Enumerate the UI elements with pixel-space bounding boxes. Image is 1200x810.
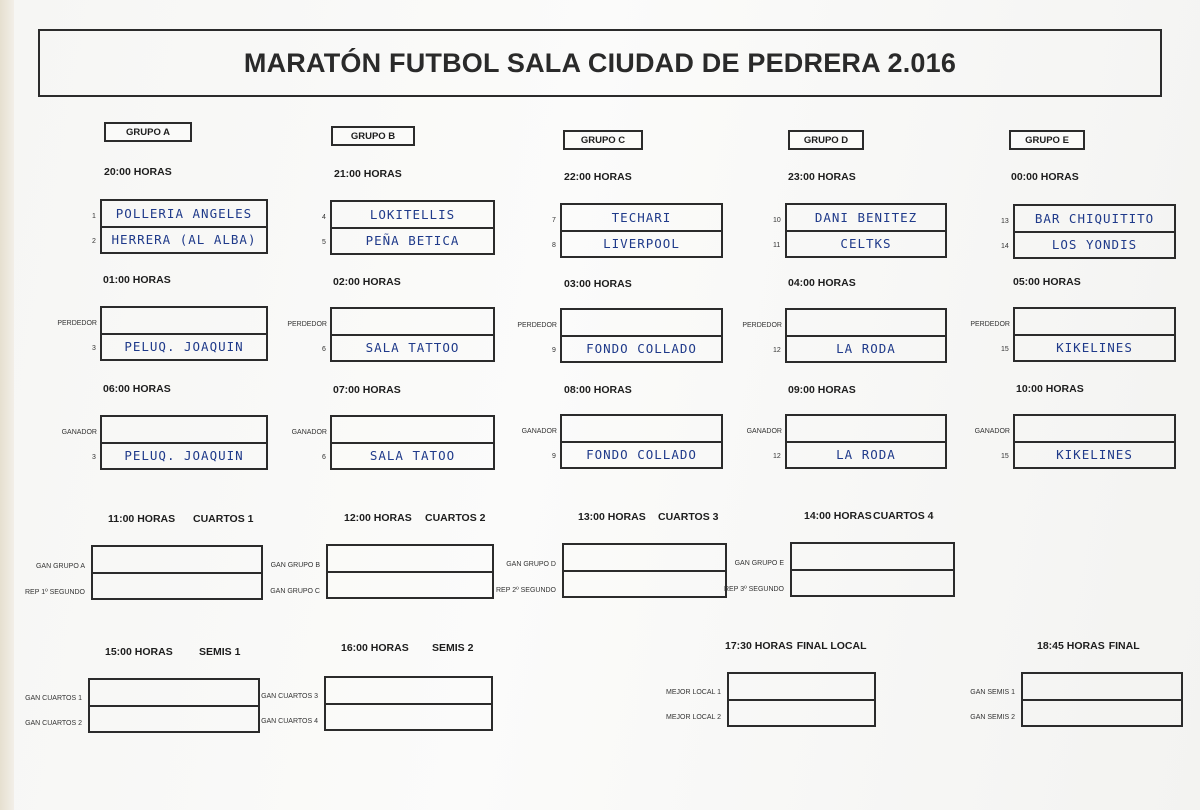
slot-number: 10 [773, 217, 781, 224]
match-time: 00:00 HORAS [1011, 171, 1079, 183]
slot-number: 4 [322, 214, 326, 221]
slot-number: 15 [1001, 346, 1009, 353]
slot-source-label: GAN GRUPO C [270, 588, 320, 595]
team-slot[interactable] [787, 205, 945, 230]
team-slot[interactable] [90, 680, 258, 705]
team-slot[interactable] [332, 417, 493, 442]
round-name: FINAL LOCAL [796, 640, 867, 652]
match-box [560, 203, 723, 258]
team-slot[interactable] [102, 442, 266, 469]
slot-number: 8 [552, 242, 556, 249]
team-slot[interactable] [328, 546, 492, 571]
match-box [330, 307, 495, 362]
team-slot[interactable] [102, 226, 266, 253]
page-title: MARATÓN FUTBOL SALA CIUDAD DE PEDRERA 2.016 [243, 47, 957, 78]
round-name: CUARTOS 3 [658, 511, 719, 523]
slot-source-label: GANADOR [61, 429, 97, 436]
team-slot[interactable] [1015, 231, 1174, 258]
team-slot[interactable] [1023, 674, 1181, 699]
team-name: LIVERPOOL [603, 236, 680, 252]
team-slot[interactable] [787, 416, 945, 441]
team-slot[interactable] [326, 703, 491, 730]
match-time: 21:00 HORAS [334, 168, 402, 180]
match-box [1013, 414, 1176, 469]
slot-number: 5 [322, 239, 326, 246]
match-time: 13:00 HORAS [578, 511, 646, 523]
slot-source-label: REP 1º SEGUNDO [25, 589, 85, 596]
slot-number: 15 [1001, 453, 1009, 460]
match-time: 20:00 HORAS [104, 166, 172, 178]
match-time: 22:00 HORAS [564, 171, 632, 183]
team-name: BAR CHIQUITITO [1034, 210, 1155, 226]
team-slot[interactable] [1023, 699, 1181, 726]
team-name: KIKELINES [1056, 447, 1133, 463]
match-box [1013, 307, 1176, 362]
team-slot[interactable] [1015, 334, 1174, 361]
team-slot[interactable] [102, 333, 266, 360]
team-slot[interactable] [562, 310, 721, 335]
slot-source-label: GAN CUARTOS 1 [25, 695, 82, 702]
team-name: POLLERIA ANGELES [115, 205, 253, 221]
slot-source-label: GAN GRUPO A [35, 563, 85, 570]
slot-source-label: PERDEDOR [517, 322, 557, 329]
team-slot[interactable] [562, 441, 721, 468]
match-time: 10:00 HORAS [1016, 383, 1084, 395]
team-name: LA RODA [836, 447, 896, 463]
match-box [790, 542, 955, 597]
slot-source-label: GAN GRUPO D [506, 561, 556, 568]
slot-number: 13 [1001, 218, 1009, 225]
team-slot[interactable] [102, 201, 266, 226]
match-time: 17:30 HORAS [725, 640, 793, 652]
team-slot[interactable] [562, 416, 721, 441]
match-box [324, 676, 493, 731]
team-name: HERRERA (AL ALBA) [111, 232, 257, 248]
team-slot[interactable] [792, 544, 953, 569]
team-slot[interactable] [102, 417, 266, 442]
team-slot[interactable] [564, 545, 725, 570]
team-slot[interactable] [332, 334, 493, 361]
team-slot[interactable] [729, 699, 874, 726]
slot-number: 9 [552, 453, 556, 460]
slot-source-label: PERDEDOR [287, 321, 327, 328]
slot-number: 7 [552, 217, 556, 224]
slot-source-label: GANADOR [746, 428, 782, 435]
team-slot[interactable] [328, 571, 492, 598]
slot-source-label: GAN GRUPO E [734, 560, 784, 567]
team-slot[interactable] [1015, 309, 1174, 334]
team-slot[interactable] [326, 678, 491, 703]
slot-source-label: GANADOR [974, 428, 1010, 435]
team-name: LOS YONDIS [1051, 237, 1138, 253]
slot-source-label: PERDEDOR [57, 320, 97, 327]
team-slot[interactable] [332, 442, 493, 469]
team-name: TECHARI [611, 209, 672, 225]
match-time: 01:00 HORAS [103, 274, 171, 286]
match-box [330, 415, 495, 470]
match-box [88, 678, 260, 733]
round-name: CUARTOS 2 [425, 512, 486, 524]
match-box [785, 308, 947, 363]
match-box [1021, 672, 1183, 727]
slot-source-label: GAN SEMIS 2 [970, 714, 1015, 721]
slot-number: 14 [1001, 243, 1009, 250]
slot-source-label: PERDEDOR [970, 321, 1010, 328]
team-name: SALA TATTOO [365, 340, 460, 356]
slot-source-label: GAN CUARTOS 4 [261, 718, 318, 725]
slot-source-label: GAN SEMIS 1 [970, 689, 1015, 696]
match-box [785, 414, 947, 469]
slot-source-label: MEJOR LOCAL 1 [666, 689, 721, 696]
slot-source-label: PERDEDOR [742, 322, 782, 329]
team-name: LA RODA [836, 341, 896, 357]
slot-number: 3 [92, 454, 96, 461]
match-box [727, 672, 876, 727]
match-box [562, 543, 727, 598]
team-slot[interactable] [332, 202, 493, 227]
slot-number: 6 [322, 454, 326, 461]
team-name: PEÑA BETICA [365, 233, 460, 249]
match-box [785, 203, 947, 258]
team-name: PELUQ. JOAQUIN [124, 448, 244, 464]
team-slot[interactable] [332, 309, 493, 334]
group-label: GRUPO A [104, 122, 192, 142]
team-slot[interactable] [787, 310, 945, 335]
slot-source-label: MEJOR LOCAL 2 [666, 714, 721, 721]
round-name: CUARTOS 4 [873, 510, 934, 522]
match-time: 14:00 HORAS [804, 510, 872, 522]
match-time: 06:00 HORAS [103, 383, 171, 395]
match-box [1013, 204, 1176, 259]
match-time: 07:00 HORAS [333, 384, 401, 396]
team-name: FONDO COLLADO [586, 447, 697, 463]
team-slot[interactable] [332, 227, 493, 254]
match-box [330, 200, 495, 255]
title-box [38, 29, 1162, 97]
team-slot[interactable] [562, 205, 721, 230]
match-heading [725, 640, 867, 652]
round-name: SEMIS 1 [199, 646, 241, 658]
team-slot[interactable] [93, 547, 261, 572]
team-slot[interactable] [93, 572, 261, 599]
slot-source-label: GANADOR [291, 429, 327, 436]
match-box [326, 544, 494, 599]
round-name: SEMIS 2 [432, 642, 474, 654]
match-time: 11:00 HORAS [108, 513, 176, 525]
table-surface [0, 0, 14, 810]
slot-number: 11 [773, 242, 781, 249]
team-name: CELTKS [840, 236, 892, 252]
match-time: 15:00 HORAS [105, 646, 173, 658]
team-slot[interactable] [1015, 441, 1174, 468]
slot-source-label: GAN CUARTOS 2 [25, 720, 82, 727]
match-time: 09:00 HORAS [788, 384, 856, 396]
team-name: KIKELINES [1056, 340, 1133, 356]
slot-number: 1 [92, 213, 96, 220]
slot-source-label: GAN CUARTOS 3 [261, 693, 318, 700]
match-time: 04:00 HORAS [788, 277, 856, 289]
group-label: GRUPO C [563, 130, 643, 150]
group-label: GRUPO B [331, 126, 415, 146]
team-slot[interactable] [787, 441, 945, 468]
match-box [100, 415, 268, 470]
match-box [560, 414, 723, 469]
team-slot[interactable] [792, 569, 953, 596]
slot-source-label: REP 3º SEGUNDO [724, 586, 784, 593]
slot-number: 12 [773, 347, 781, 354]
match-time: 16:00 HORAS [341, 642, 409, 654]
match-box [91, 545, 263, 600]
slot-source-label: GAN GRUPO B [270, 562, 320, 569]
team-slot[interactable] [90, 705, 258, 732]
match-time: 02:00 HORAS [333, 276, 401, 288]
slot-number: 12 [773, 453, 781, 460]
team-slot[interactable] [102, 308, 266, 333]
team-slot[interactable] [562, 230, 721, 257]
round-name: FINAL [1108, 640, 1140, 652]
match-box [560, 308, 723, 363]
round-name: CUARTOS 1 [193, 513, 254, 525]
team-name: PELUQ. JOAQUIN [124, 339, 244, 355]
group-label: GRUPO E [1009, 130, 1085, 150]
match-heading [1037, 640, 1140, 652]
slot-number: 9 [552, 347, 556, 354]
team-slot[interactable] [1015, 206, 1174, 231]
slot-number: 3 [92, 345, 96, 352]
team-name: SALA TATOO [369, 448, 456, 464]
slot-source-label: REP 2º SEGUNDO [496, 587, 556, 594]
slot-number: 2 [92, 238, 96, 245]
team-name: DANI BENITEZ [814, 209, 918, 225]
match-time: 18:45 HORAS [1037, 640, 1105, 652]
team-slot[interactable] [787, 335, 945, 362]
match-time: 08:00 HORAS [564, 384, 632, 396]
match-time: 12:00 HORAS [344, 512, 412, 524]
match-box [100, 306, 268, 361]
match-time: 23:00 HORAS [788, 171, 856, 183]
team-slot[interactable] [1015, 416, 1174, 441]
team-slot[interactable] [564, 570, 725, 597]
match-time: 05:00 HORAS [1013, 276, 1081, 288]
match-box [100, 199, 268, 254]
team-slot[interactable] [787, 230, 945, 257]
slot-number: 6 [322, 346, 326, 353]
team-slot[interactable] [729, 674, 874, 699]
team-name: FONDO COLLADO [586, 341, 697, 357]
team-slot[interactable] [562, 335, 721, 362]
group-label: GRUPO D [788, 130, 864, 150]
match-time: 03:00 HORAS [564, 278, 632, 290]
slot-source-label: GANADOR [521, 428, 557, 435]
team-name: LOKITELLIS [369, 206, 456, 222]
